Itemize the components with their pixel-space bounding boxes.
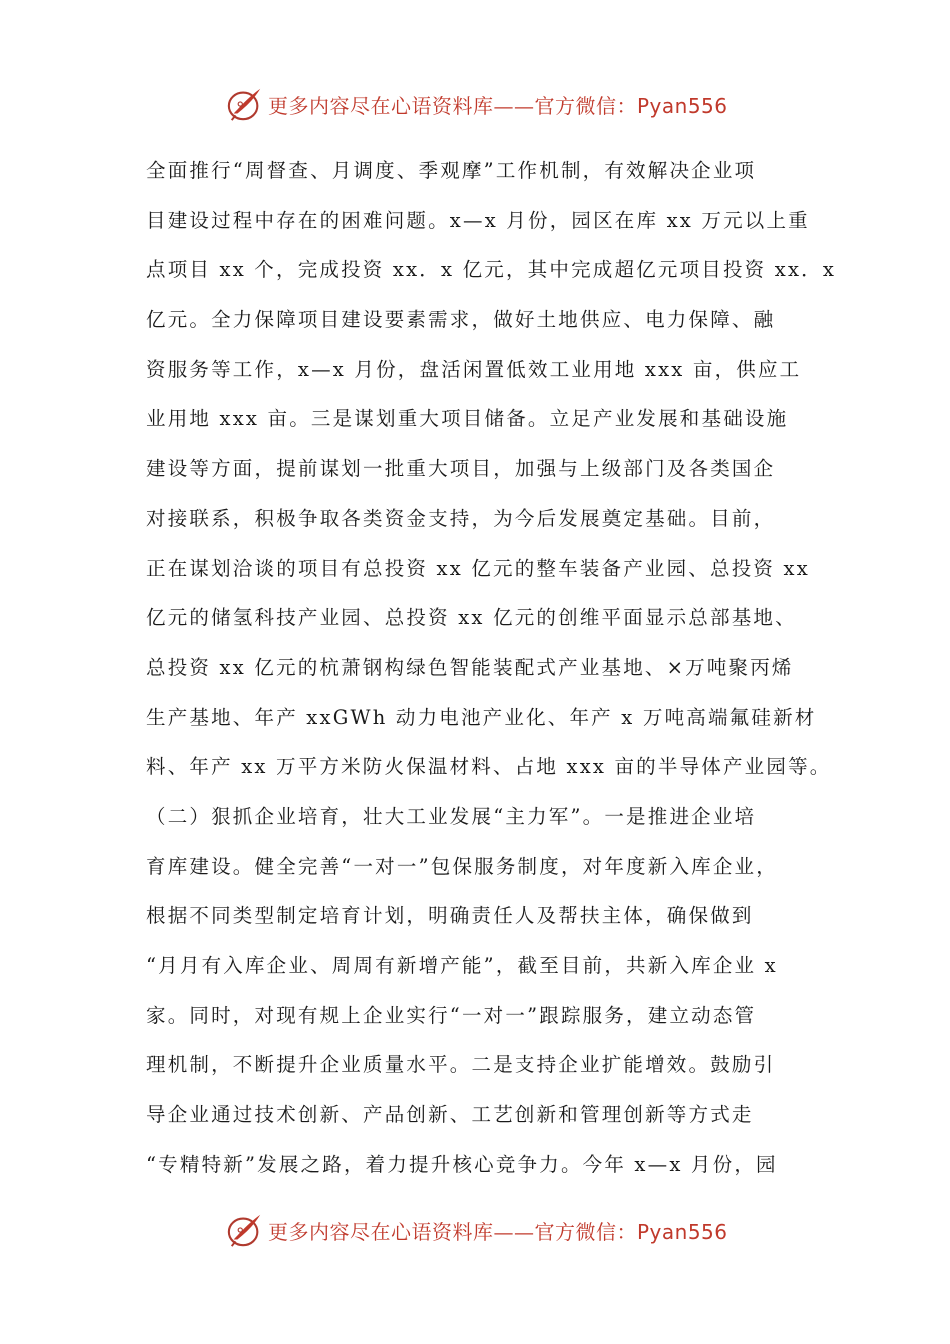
body-line: 生产基地、年产 xxGWh 动力电池产业化、年产 x 万吨高端氟硅新材 xyxy=(146,705,817,729)
footer-banner-text: 更多内容尽在心语资料库——官方微信：Pyan556 xyxy=(268,1219,728,1244)
body-line: 目建设过程中存在的困难问题。x—x 月份，园区在库 xx 万元以上重 xyxy=(146,208,810,232)
body-line: 理机制，不断提升企业质量水平。二是支持企业扩能增效。鼓励引 xyxy=(146,1053,776,1077)
body-line: （二）狠抓企业培育，壮大工业发展“主力军”。一是推进企业培 xyxy=(146,804,757,828)
body-line: 亿元的储氢科技产业园、总投资 xx 亿元的创维平面显示总部基地、 xyxy=(146,606,797,630)
body-line: 业用地 xxx 亩。三是谋划重大项目储备。立足产业发展和基础设施 xyxy=(146,407,789,431)
body-line: “月月有入库企业、周周有新增产能”，截至目前，共新入库企业 x xyxy=(146,954,778,977)
body-line: 资服务等工作，x—x 月份，盘活闲置低效工业用地 xxx 亩，供应工 xyxy=(146,357,802,381)
header-banner xyxy=(226,84,728,124)
body-line: 点项目 xx 个，完成投资 xx．x 亿元，其中完成超亿元项目投资 xx．x xyxy=(146,258,837,282)
body-line: 总投资 xx 亿元的杭萧钢构绿色智能装配式产业基地、×万吨聚丙烯 xyxy=(146,655,794,679)
body-line: 育库建设。健全完善“一对一”包保服务制度，对年度新入库企业， xyxy=(146,854,778,878)
body-line: 导企业通过技术创新、产品创新、工艺创新和管理创新等方式走 xyxy=(146,1103,754,1127)
body-line: 料、年产 xx 万平方米防火保温材料、占地 xxx 亩的半导体产业园等。 xyxy=(146,755,832,779)
body-line: 全面推行“周督查、月调度、季观摩”工作机制，有效解决企业项 xyxy=(146,159,757,182)
quill-logo-icon xyxy=(226,1211,264,1249)
quill-logo-icon xyxy=(226,85,264,123)
body-line: “专精特新”发展之路，着力提升核心竞争力。今年 x—x 月份，园 xyxy=(146,1152,778,1176)
body-line: 正在谋划洽谈的项目有总投资 xx 亿元的整车装备产业园、总投资 xx xyxy=(146,556,810,580)
footer-banner xyxy=(226,1210,728,1250)
header-banner-text: 更多内容尽在心语资料库——官方微信：Pyan556 xyxy=(268,93,728,118)
body-line: 建设等方面，提前谋划一批重大项目，加强与上级部门及各类国企 xyxy=(146,457,776,481)
body-line: 亿元。全力保障项目建设要素需求，做好土地供应、电力保障、融 xyxy=(146,308,776,332)
body-line: 家。同时，对现有规上企业实行“一对一”跟踪服务，建立动态管 xyxy=(146,1003,757,1027)
document-body xyxy=(146,146,837,1189)
body-line: 对接联系，积极争取各类资金支持，为今后发展奠定基础。目前， xyxy=(146,506,776,530)
body-line: 根据不同类型制定培育计划，明确责任人及帮扶主体，确保做到 xyxy=(146,904,754,928)
